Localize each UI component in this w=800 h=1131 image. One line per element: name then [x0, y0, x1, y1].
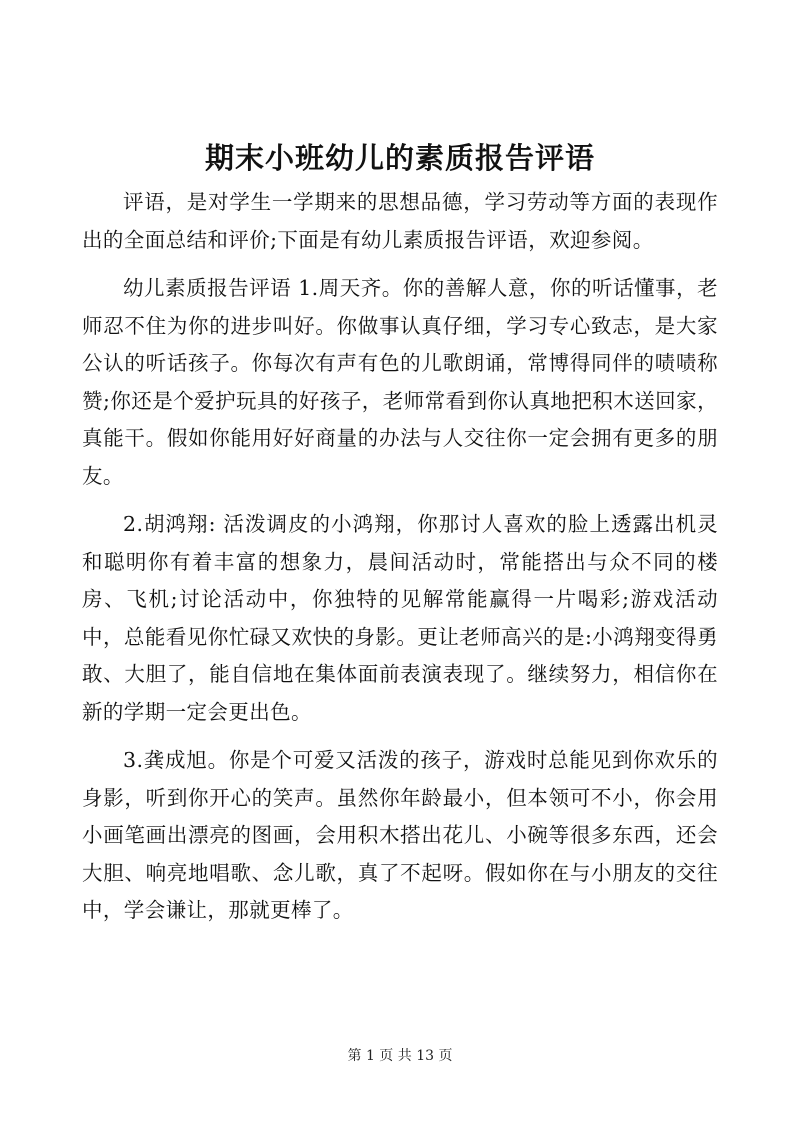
- document-body: [82, 184, 718, 930]
- paragraph-comment-1: 幼儿素质报告评语 1.周天齐。你的善解人意，你的听话懂事，老师忍不住为你的进步叫好。你做事认真仔细，学习专心致志，是大家公认的听话孩子。你每次有声有色的儿歌朗诵，常博得同伴的啧啧称赞;你还是个爱护玩具的好孩子，老师常看到你认真地把积木送回家，真能干。假如你能用好好商量的办法与人交往你一定会拥有更多的朋友。: [82, 276, 718, 488]
- document-title: 期末小班幼儿的素质报告评语: [204, 141, 595, 175]
- paragraph-comment-2: 2.胡鸿翔: 活泼调皮的小鸿翔，你那讨人喜欢的脸上透露出机灵和聪明你有着丰富的想象力，晨间活动时，常能搭出与众不同的楼房、飞机;讨论活动中，你独特的见解常能赢得一片喝彩;游戏活动中，总能看见你忙碌又欢快的身影。更让老师高兴的是:小鸿翔变得勇敢、大胆了，能自信地在集体面前表演表现了。继续努力，相信你在新的学期一定会更出色。: [82, 512, 718, 724]
- paragraph-intro: 评语，是对学生一学期来的思想品德，学习劳动等方面的表现作出的全面总结和评价;下面是有幼儿素质报告评语，欢迎参阅。: [82, 190, 718, 252]
- page-number-footer: 第 1 页 共 13 页: [347, 1048, 453, 1064]
- paragraph-comment-3: 3.龚成旭。你是个可爱又活泼的孩子，游戏时总能见到你欢乐的身影，听到你开心的笑声。虽然你年龄最小，但本领可不小，你会用小画笔画出漂亮的图画，会用积木搭出花儿、小碗等很多东西，还会大胆、响亮地唱歌、念儿歌，真了不起呀。假如你在与小朋友的交往中，学会谦让，那就更棒了。: [82, 748, 718, 922]
